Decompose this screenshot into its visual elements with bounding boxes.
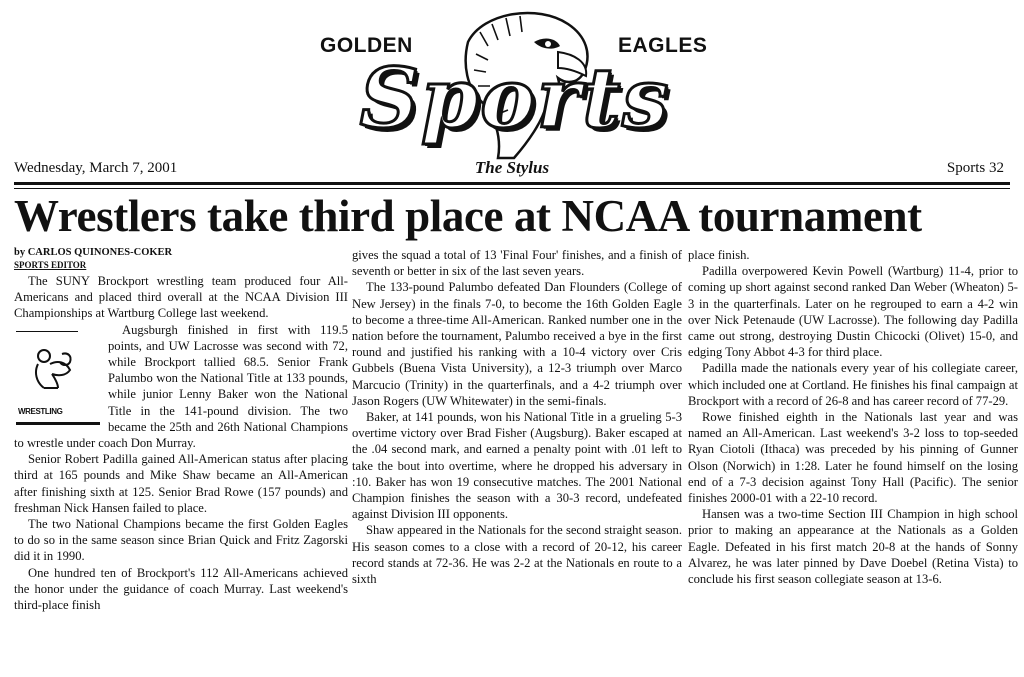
- paragraph: Padilla overpowered Kevin Powell (Wartburg) 11-4, prior to coming up short against second ranked Dan Weber (Wheaton) 5-3 in the quarterfinals. Later on he regrouped to earn a 4-2 win over Nick Petenaude (UW Lacrosse). The following day Padilla came out strong, destroying Dustin Chicocki (Olivet) 15-0, and edging Tony Abbot 4-3 for third place.: [688, 264, 1018, 360]
- paragraph: The 133-pound Palumbo defeated Dan Flounders (College of New Jersey) in the finals 7-0, to become the 16th Golden Eagle to become a three-time All-American. Ranked number one in the nation before the tournament, Palumbo received a bye in the first round and justified his ranking with a 10-4 victory over Cris Gubbels (Buena Vista University), a 12-3 triumph over Marco Marcucio (Trinity) in the quarterfinals, and a 4-2 triumph over Jason Rogers (UW Whitewater) in the semi-finals.: [352, 280, 682, 408]
- article-headline: Wrestlers take third place at NCAA tournament: [14, 191, 922, 241]
- article-column-3: [688, 247, 1018, 587]
- wrestling-label: WRESTLING: [18, 406, 63, 416]
- masthead-eagles: EAGLES: [618, 34, 708, 57]
- graphic-rule: [16, 331, 78, 332]
- paragraph: Shaw appeared in the Nationals for the second straight season. His season comes to a close with a record of 20-12, his career record stands at 72-36. He was 2-2 at the Nationals en route to a sixth: [352, 523, 682, 587]
- masthead: [0, 0, 1024, 158]
- paragraph: Baker, at 141 pounds, won his National Title in a grueling 5-3 overtime victory over Brad Fisher (Augsburg). Baker escaped at the .04 second mark, and earned a penalty point with .01 left to take the bout into overtime, where he dropped his adversary in :10. Baker has won 19 consecutive matches. The 2001 National Champion finishes the season with a 30-3 record, undefeated against Division III opponents.: [352, 410, 682, 522]
- masthead-sports-title: Sports: [359, 51, 671, 147]
- paragraph: The two National Champions became the first Golden Eagles to do so in the same season since Brian Quick and Fritz Zagorski did it in 1990.: [14, 517, 348, 564]
- paragraph-continued: place finish.: [688, 248, 750, 262]
- masthead-golden: GOLDEN: [320, 34, 413, 57]
- paragraph: Hansen was a two-time Section III Champion in high school prior to making an appearance at the Nationals as a Golden Eagle. Defeated in his first match 20-8 at the hands of Sonny Alvarez, he was later pinned by Dave Doebel (Retina Vista) to conclude his first season collegiate season at 13-6.: [688, 507, 1018, 587]
- issue-date: Wednesday, March 7, 2001: [14, 160, 178, 176]
- byline-title: SPORTS EDITOR: [14, 260, 87, 270]
- paragraph: The SUNY Brockport wrestling team produced four All-Americans and placed third overall at the NCAA Division III Championships at Wartburg College last weekend.: [14, 274, 348, 321]
- wrestling-graphic: [14, 328, 102, 428]
- paragraph: Rowe finished eighth in the Nationals last year and was named an All-American. Last weekend's 3-2 loss to top-seeded Ryan Ciotoli (Ithaca) was preceded by his pinning of Gunner Olson (Norwich) in 1:28. Later he found himself on the losing end of a 7-3 decision against Tony Hall (Pacific). The senior finishes 2000-01 with a 22-10 record.: [688, 410, 1018, 506]
- dateline: [14, 158, 1010, 182]
- paragraph: Padilla made the nationals every year of his collegiate career, which included one at Cortland. He finishes his final campaign at Brockport with a record of 26-8 and has career record of 77-29.: [688, 361, 1018, 408]
- article-column-2: [352, 247, 682, 587]
- paragraph: One hundred ten of Brockport's 112 All-Americans achieved the honor under the guidance of coach Murray. Last weekend's third-place finish: [14, 565, 348, 613]
- paragraph: Augsburgh finished in first with 119.5 points, and UW Lacrosse was second with 72, while Brockport tallied 68.5. Senior Frank Palumbo won the National Title at 133 pounds, while junior Lenny Baker won the National Title in the 141-pound division. The two became the 25th and 26th National Champions to wrestle under coach Don Murray.: [14, 322, 348, 451]
- article-column-1: [14, 247, 348, 613]
- byline: by CARLOS QUINONES-COKER: [14, 247, 173, 258]
- paragraph: Senior Robert Padilla gained All-American status after placing third at 165 pounds and Mike Shaw became an All-American after finishing sixth at 125. Senior Brad Rowe (157 pounds) and freshman Nick Hansen failed to place.: [14, 452, 348, 515]
- page-number: Sports 32: [946, 160, 1004, 176]
- rule-thick: [14, 182, 1010, 185]
- wrestler-icon: [28, 346, 76, 392]
- paragraph-continued: gives the squad a total of 13 'Final Four' finishes, and a finish of seventh or better in six of the last seven years.: [352, 248, 682, 279]
- graphic-rule: [16, 422, 100, 425]
- paper-name: The Stylus: [474, 158, 550, 177]
